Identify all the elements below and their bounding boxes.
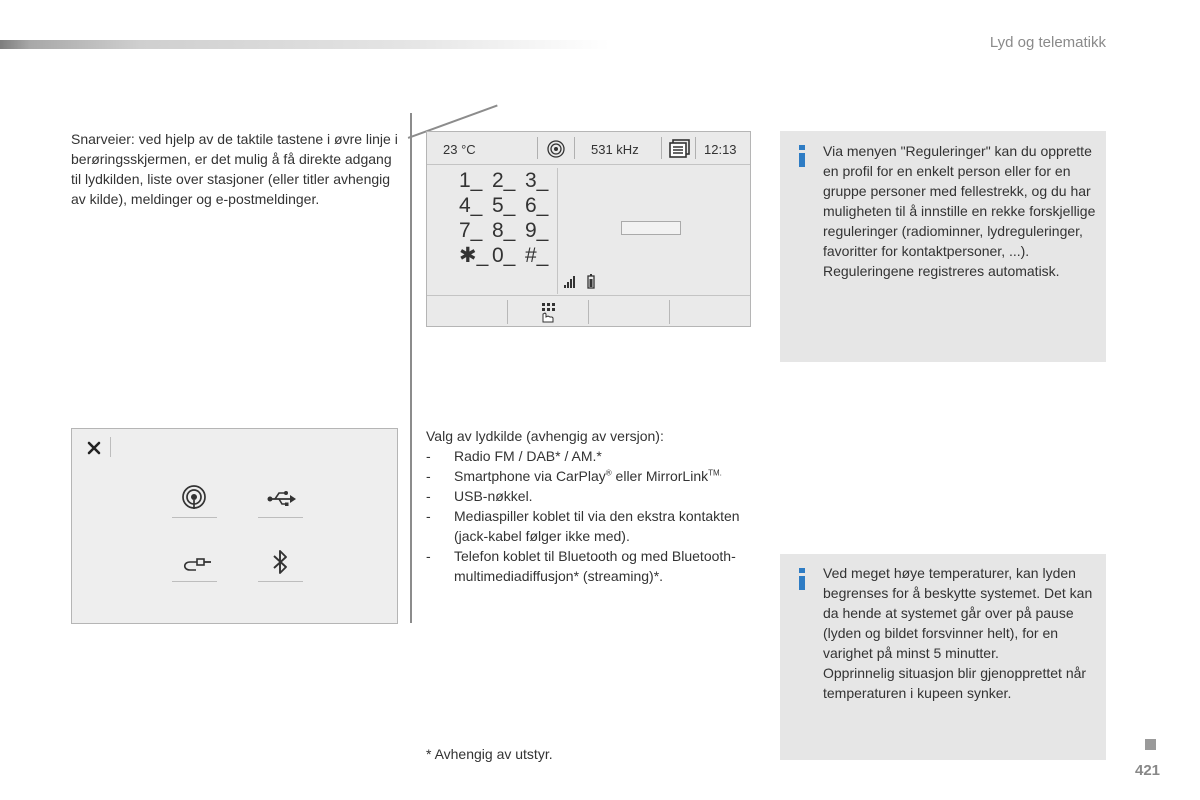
page-corner-marker <box>1145 739 1156 750</box>
keypad-row <box>459 168 557 193</box>
close-icon <box>86 440 102 456</box>
keypad-row <box>459 218 557 243</box>
info-box-profiles <box>780 131 1106 362</box>
info-paragraph: Opprinnelig situasjon blir gjenopprettet når temperaturen i kupeen synker. <box>823 665 1087 701</box>
key-6[interactable]: 6_ <box>525 194 549 217</box>
key-7[interactable]: 7_ <box>459 219 483 242</box>
intro-paragraph: Snarveier: ved hjelp av de taktile tastene i øvre linje i berøringsskjermen, er det mulig å få direkte adgang til lydkilden, liste over stasjoner (eller titler avhengig av kilde), meldinger og e-postmeldinger. <box>71 131 398 207</box>
screen-status-bar <box>427 132 750 165</box>
header-gradient-bar <box>0 40 610 49</box>
key-9[interactable]: 9_ <box>525 219 549 242</box>
key-hash[interactable]: #_ <box>525 244 549 267</box>
dial-keypad <box>451 168 558 294</box>
info-box-temperature <box>780 554 1106 760</box>
frequency-shortcut[interactable]: 531 kHz <box>591 142 639 157</box>
section-title: Lyd og telematikk <box>989 34 1106 51</box>
radio-icon[interactable] <box>547 140 565 158</box>
page-number: 421 <box>1135 762 1161 779</box>
info-icon <box>798 145 806 167</box>
status-divider <box>695 137 696 159</box>
source-list <box>426 446 766 586</box>
usb-icon <box>266 484 298 512</box>
bottom-divider <box>669 300 670 324</box>
trademark-mark: TM. <box>708 468 722 478</box>
footnote: * Avhengig av utstyr. <box>426 746 553 762</box>
aux-jack-icon <box>180 548 212 576</box>
phone-screen-illustration <box>426 131 751 327</box>
status-divider <box>574 137 575 159</box>
column-divider <box>410 113 412 623</box>
key-8[interactable]: 8_ <box>492 219 516 242</box>
number-display-field <box>621 221 681 235</box>
status-divider <box>661 137 662 159</box>
source-list-section <box>426 426 766 586</box>
source-bluetooth-button[interactable] <box>258 541 303 582</box>
temperature-shortcut[interactable]: 23 °C <box>443 142 476 157</box>
info-text: Via menyen "Reguleringer" kan du opprette en profil for en enkelt person eller for en gruppe personer med fellestrekk, og du har muligheten til å innstille en rekke forskjellige reguleringer (radiominner, lydreguleringer, favoritter for kontaktpersoner, ...). Reguleringene registreres automatisk. <box>823 143 1096 279</box>
info-paragraph: Ved meget høye temperaturer, kan lyden begrenses for å beskytte systemet. Det kan da hende at systemet går over på pause (lyden og bildet forsvinner helt), for en varighet på minst 5 minutter. <box>823 565 1093 661</box>
key-5[interactable]: 5_ <box>492 194 516 217</box>
screen-bottom-bar <box>427 295 750 327</box>
keypad-row <box>459 243 557 268</box>
key-2[interactable]: 2_ <box>492 169 516 192</box>
info-text <box>823 563 1103 703</box>
key-4[interactable]: 4_ <box>459 194 483 217</box>
source-list-heading: Valg av lydkilde (avhengig av versjon): <box>426 428 664 444</box>
list-item <box>426 466 766 486</box>
list-item: - Radio FM / DAB* / AM.* <box>426 446 766 466</box>
clock-display: 12:13 <box>704 142 737 157</box>
status-divider <box>537 137 538 159</box>
close-button[interactable] <box>82 437 111 457</box>
list-item: - USB-nøkkel. <box>426 486 766 506</box>
radio-icon <box>180 484 208 512</box>
list-item-text: eller MirrorLink <box>611 468 709 484</box>
messages-icon[interactable] <box>669 139 691 159</box>
list-item: - Telefon koblet til Bluetooth og med Bluetooth-multimediadiffusjon* (streaming)*. <box>426 546 766 586</box>
dialpad-icon[interactable] <box>539 301 557 323</box>
list-item-text: Smartphone via CarPlay <box>454 468 606 484</box>
info-icon <box>798 568 806 590</box>
source-aux-button[interactable] <box>172 541 217 582</box>
source-usb-button[interactable] <box>258 477 303 518</box>
bottom-divider <box>507 300 508 324</box>
source-radio-button[interactable] <box>172 477 217 518</box>
key-1[interactable]: 1_ <box>459 169 483 192</box>
registered-mark: ® <box>605 468 612 478</box>
key-3[interactable]: 3_ <box>525 169 549 192</box>
source-screen-illustration <box>71 428 398 624</box>
signal-battery-icon <box>563 273 597 289</box>
bluetooth-icon <box>266 548 294 576</box>
list-item: - Mediaspiller koblet til via den ekstra kontakten (jack-kabel følger ikke med). <box>426 506 766 546</box>
keypad-row <box>459 193 557 218</box>
key-0[interactable]: 0_ <box>492 244 516 267</box>
key-star[interactable]: ✱_ <box>459 244 489 267</box>
bottom-divider <box>588 300 589 324</box>
